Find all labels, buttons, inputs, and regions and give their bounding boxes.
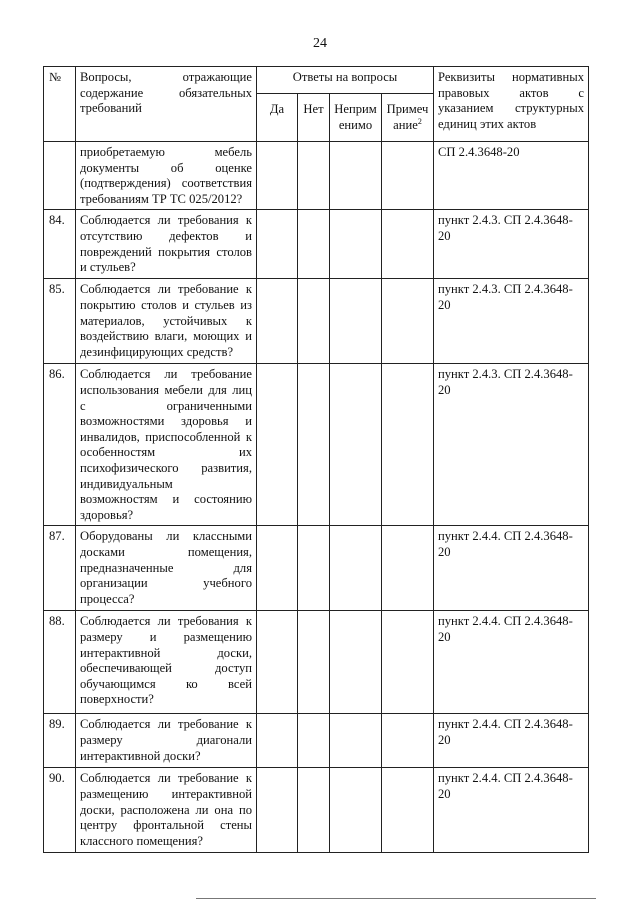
row-number: 90. bbox=[44, 768, 76, 853]
answer-na-cell[interactable] bbox=[330, 279, 382, 364]
answer-na-cell[interactable] bbox=[330, 611, 382, 714]
header-questions bbox=[76, 67, 257, 142]
answer-yes-cell[interactable] bbox=[257, 210, 298, 279]
answer-na-cell[interactable] bbox=[330, 526, 382, 611]
answer-yes-cell[interactable] bbox=[257, 611, 298, 714]
answer-no-cell[interactable] bbox=[298, 364, 330, 526]
answer-note-cell[interactable] bbox=[382, 210, 434, 279]
row-number: 88. bbox=[44, 611, 76, 714]
row-number: 85. bbox=[44, 279, 76, 364]
header-not-applicable-line-2: енимо bbox=[338, 117, 373, 132]
header-note-word: ание bbox=[393, 117, 418, 132]
row-reference: пункт 2.4.4. СП 2.4.3648-20 bbox=[434, 768, 589, 853]
row-reference: пункт 2.4.3. СП 2.4.3648-20 bbox=[434, 210, 589, 279]
table-row bbox=[44, 210, 589, 279]
answer-no-cell[interactable] bbox=[298, 611, 330, 714]
answer-yes-cell[interactable] bbox=[257, 142, 298, 210]
row-question: Соблюдается ли требование использования мебели для лиц с ограниченными возможностями здоровья и инвалидов, приспособленной к особенностям их психофизического развития, индивидуальным возможностям и состоянию здоровья? bbox=[76, 364, 257, 526]
row-number: 84. bbox=[44, 210, 76, 279]
table-row bbox=[44, 526, 589, 611]
row-question: приобретаемую мебель документы об оценке (подтверждения) соответствия требованиям ТР ТС 025/2012? bbox=[76, 142, 257, 210]
header-yes: Да bbox=[257, 94, 298, 142]
header-note bbox=[382, 94, 434, 142]
answer-no-cell[interactable] bbox=[298, 768, 330, 853]
table-row bbox=[44, 611, 589, 714]
row-reference: пункт 2.4.3. СП 2.4.3648-20 bbox=[434, 279, 589, 364]
table-row bbox=[44, 279, 589, 364]
answer-na-cell[interactable] bbox=[330, 364, 382, 526]
header-questions-word-4: обязательных bbox=[178, 85, 252, 100]
row-question: Соблюдается ли требование к покрытию столов и стульев из материалов, устойчивых к воздействию влаги, моющих и дезинфицирующих средств? bbox=[76, 279, 257, 364]
answer-na-cell[interactable] bbox=[330, 768, 382, 853]
header-number: № bbox=[44, 67, 76, 142]
answer-yes-cell[interactable] bbox=[257, 526, 298, 611]
header-questions-word-5: требований bbox=[80, 101, 142, 116]
row-number bbox=[44, 142, 76, 210]
answer-note-cell[interactable] bbox=[382, 714, 434, 768]
row-number: 86. bbox=[44, 364, 76, 526]
answer-yes-cell[interactable] bbox=[257, 768, 298, 853]
answer-na-cell[interactable] bbox=[330, 714, 382, 768]
header-note-line-1: Примеч bbox=[386, 102, 429, 116]
row-question: Соблюдается ли требование к размеру диагонали интерактивной доски? bbox=[76, 714, 257, 768]
answer-yes-cell[interactable] bbox=[257, 279, 298, 364]
row-question: Соблюдается ли требования к отсутствию дефектов и повреждений покрытия столов и стульев? bbox=[76, 210, 257, 279]
header-note-line-2 bbox=[386, 118, 429, 134]
row-reference: пункт 2.4.4. СП 2.4.3648-20 bbox=[434, 714, 589, 768]
answer-na-cell[interactable] bbox=[330, 210, 382, 279]
answer-no-cell[interactable] bbox=[298, 210, 330, 279]
answer-note-cell[interactable] bbox=[382, 768, 434, 853]
answer-note-cell[interactable] bbox=[382, 526, 434, 611]
row-number: 87. bbox=[44, 526, 76, 611]
header-questions-word-2: отражающие bbox=[182, 70, 252, 84]
answer-note-cell[interactable] bbox=[382, 279, 434, 364]
bottom-divider bbox=[196, 898, 596, 899]
table-row bbox=[44, 142, 589, 210]
row-question: Соблюдается ли требования к размеру и размещению интерактивной доски, обеспечивающей доступ обучающимся ко всей поверхности? bbox=[76, 611, 257, 714]
header-not-applicable-line-1: Неприм bbox=[334, 102, 377, 116]
answer-yes-cell[interactable] bbox=[257, 364, 298, 526]
table-row bbox=[44, 364, 589, 526]
answer-na-cell[interactable] bbox=[330, 142, 382, 210]
answer-no-cell[interactable] bbox=[298, 714, 330, 768]
page-number: 24 bbox=[313, 36, 327, 51]
row-question: Оборудованы ли классными досками помещения, предназначенные для организации учебного процесса? bbox=[76, 526, 257, 611]
header-questions-word-3: содержание bbox=[80, 85, 144, 100]
header-no: Нет bbox=[298, 94, 330, 142]
row-question: Соблюдается ли требование к размещению интерактивной доски, расположена ли она по центру фронтальной стены классного помещения? bbox=[76, 768, 257, 853]
row-reference: пункт 2.4.3. СП 2.4.3648-20 bbox=[434, 364, 589, 526]
answer-note-cell[interactable] bbox=[382, 611, 434, 714]
row-number: 89. bbox=[44, 714, 76, 768]
row-reference: СП 2.4.3648-20 bbox=[434, 142, 589, 210]
row-reference: пункт 2.4.4. СП 2.4.3648-20 bbox=[434, 526, 589, 611]
header-answers: Ответы на вопросы bbox=[257, 67, 434, 94]
answer-note-cell[interactable] bbox=[382, 142, 434, 210]
answer-no-cell[interactable] bbox=[298, 526, 330, 611]
header-not-applicable bbox=[330, 94, 382, 142]
header-questions-word-1: Вопросы, bbox=[80, 70, 132, 84]
header-requisites: Реквизиты нормативных правовых актов с указанием структурных единиц этих актов bbox=[434, 67, 589, 142]
header-row-1 bbox=[44, 67, 589, 94]
answer-note-cell[interactable] bbox=[382, 364, 434, 526]
table-row bbox=[44, 714, 589, 768]
answer-yes-cell[interactable] bbox=[257, 714, 298, 768]
answer-no-cell[interactable] bbox=[298, 279, 330, 364]
row-reference: пункт 2.4.4. СП 2.4.3648-20 bbox=[434, 611, 589, 714]
answer-no-cell[interactable] bbox=[298, 142, 330, 210]
checklist-table bbox=[43, 66, 589, 853]
table-row bbox=[44, 768, 589, 853]
header-note-footnote: 2 bbox=[417, 116, 422, 126]
